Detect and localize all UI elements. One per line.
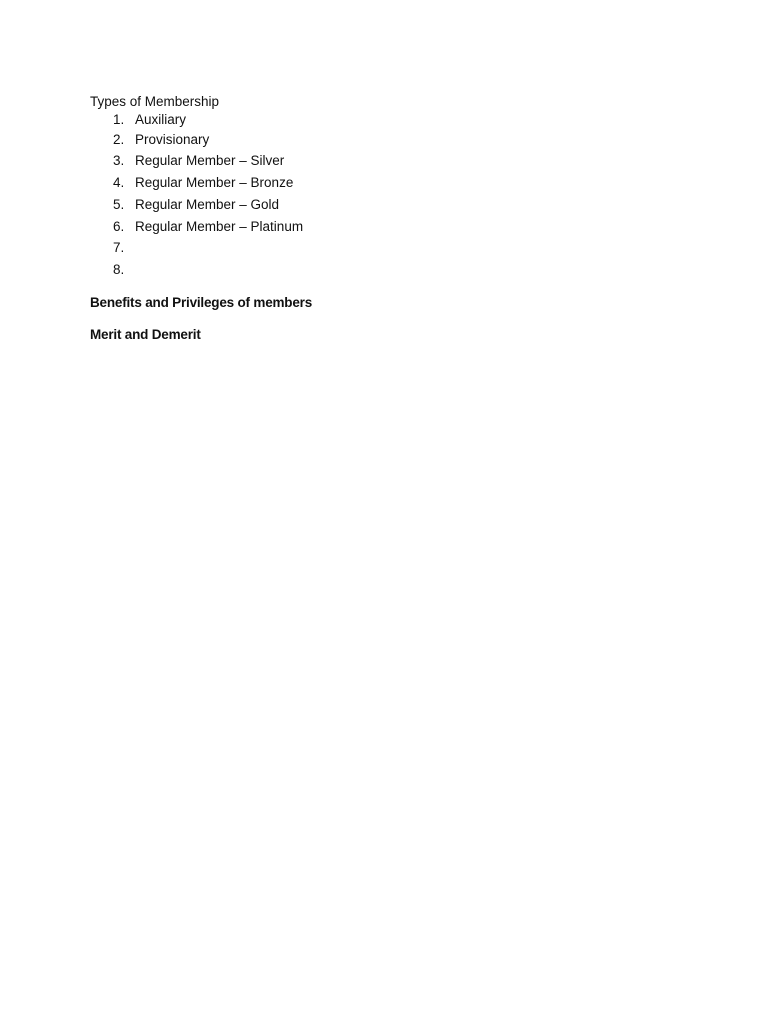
list-item-number: 1. xyxy=(113,112,125,127)
list-item xyxy=(90,197,690,219)
list-item-number: 2. xyxy=(113,131,125,147)
list-item xyxy=(90,112,690,132)
list-item xyxy=(90,153,690,175)
list-item-number: 4. xyxy=(113,175,125,191)
list-item xyxy=(90,175,690,197)
list-item-text: Regular Member – Bronze xyxy=(135,175,294,191)
types-of-membership-heading: Types of Membership xyxy=(90,94,220,109)
list-item-number: 7. xyxy=(113,240,125,256)
list-item xyxy=(90,262,690,284)
merit-demerit-heading: Merit and Demerit xyxy=(90,327,201,343)
list-item-text: Regular Member – Gold xyxy=(135,196,280,212)
list-item xyxy=(90,219,690,241)
list-item-number: 3. xyxy=(113,153,125,169)
list-item-text: Auxiliary xyxy=(135,112,187,127)
list-item-text: Regular Member – Platinum xyxy=(135,218,304,234)
list-item-number: 5. xyxy=(113,196,125,212)
benefits-heading: Benefits and Privileges of members xyxy=(90,295,313,311)
document-body xyxy=(90,94,690,343)
list-item-number: 6. xyxy=(113,218,125,234)
list-item xyxy=(90,240,690,262)
list-item xyxy=(90,132,690,154)
membership-types-list xyxy=(90,112,690,284)
list-item-number: 8. xyxy=(113,262,125,278)
list-item-text: Provisionary xyxy=(135,131,210,147)
list-item-text: Regular Member – Silver xyxy=(135,153,285,169)
